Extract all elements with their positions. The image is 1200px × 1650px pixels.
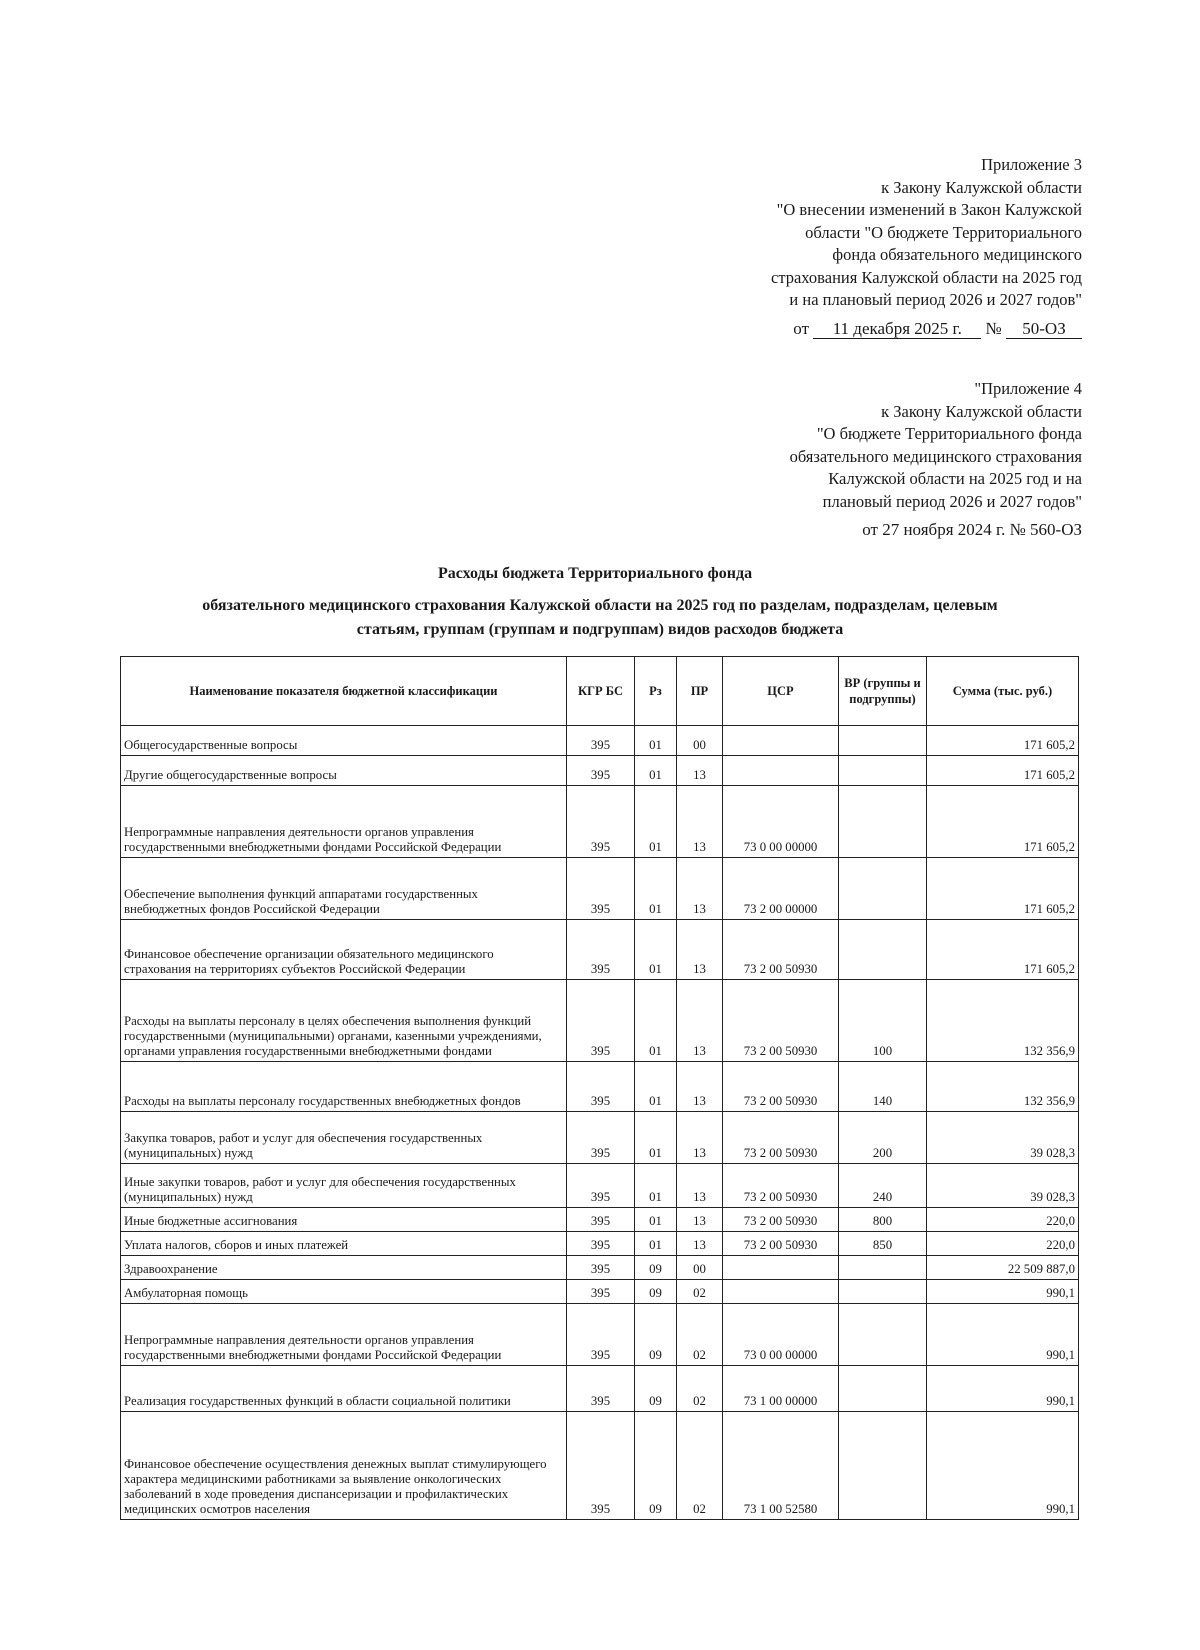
cell-rz: 01 [635, 1208, 677, 1232]
cell-pr: 13 [677, 1164, 723, 1208]
from-label: от [793, 318, 810, 338]
cell-rz: 01 [635, 1164, 677, 1208]
cell-pr: 02 [677, 1412, 723, 1520]
cell-sum: 39 028,3 [927, 1164, 1079, 1208]
cell-rz: 01 [635, 858, 677, 920]
cell-kgrbs: 395 [567, 1232, 635, 1256]
cell-kgrbs: 395 [567, 1164, 635, 1208]
table-row [121, 1256, 1079, 1280]
cell-pr: 13 [677, 858, 723, 920]
cell-kgrbs: 395 [567, 1062, 635, 1112]
original-law-reference: от 27 ноября 2024 г. № 560-ОЗ [862, 520, 1082, 539]
table-header-row [121, 657, 1079, 726]
expenditure-table [120, 656, 1079, 1520]
appendix-line: "О внесении изменений в Закон Калужской [776, 200, 1082, 219]
cell-name: Амбулаторная помощь [121, 1280, 567, 1304]
appendix-line: страхования Калужской области на 2025 год [771, 267, 1082, 287]
cell-vr [839, 1304, 927, 1366]
appendix-current-header [771, 154, 1082, 340]
cell-kgrbs: 395 [567, 1112, 635, 1164]
appendix-line: "Приложение 4 [974, 379, 1082, 398]
cell-rz: 09 [635, 1280, 677, 1304]
cell-sum: 171 605,2 [927, 920, 1079, 980]
cell-pr: 02 [677, 1280, 723, 1304]
cell-pr: 02 [677, 1304, 723, 1366]
appendix-line: фонда обязательного медицинского [832, 245, 1082, 264]
header-pr: ПР [677, 657, 723, 726]
cell-sum: 220,0 [927, 1232, 1079, 1256]
law-number: 50-ОЗ [1006, 320, 1082, 339]
cell-sum: 990,1 [927, 1304, 1079, 1366]
cell-kgrbs: 395 [567, 1256, 635, 1280]
cell-kgrbs: 395 [567, 786, 635, 858]
header-kgrbs: КГР БС [567, 657, 635, 726]
cell-sum: 990,1 [927, 1280, 1079, 1304]
cell-csr: 73 0 00 00000 [723, 786, 839, 858]
cell-vr [839, 786, 927, 858]
cell-sum: 132 356,9 [927, 980, 1079, 1062]
table-row [121, 726, 1079, 756]
cell-kgrbs: 395 [567, 1280, 635, 1304]
cell-vr [839, 1280, 927, 1304]
cell-sum: 132 356,9 [927, 1062, 1079, 1112]
cell-pr: 13 [677, 1208, 723, 1232]
document-title [120, 562, 1080, 642]
appendix-original-header [790, 378, 1082, 542]
cell-kgrbs: 395 [567, 726, 635, 756]
cell-vr: 200 [839, 1112, 927, 1164]
cell-rz: 01 [635, 980, 677, 1062]
table-body [121, 726, 1079, 1520]
cell-rz: 01 [635, 1112, 677, 1164]
table-row [121, 1366, 1079, 1412]
cell-name: Непрограммные направления деятельности органов управления государственными внебюджетными фондами Российской Федерации [121, 786, 567, 858]
cell-vr [839, 1412, 927, 1520]
cell-pr: 13 [677, 1232, 723, 1256]
appendix-line: к Закону Калужской области [881, 177, 1082, 197]
table-row [121, 1164, 1079, 1208]
cell-csr: 73 2 00 50930 [723, 1164, 839, 1208]
cell-pr: 02 [677, 1366, 723, 1412]
cell-vr: 100 [839, 980, 927, 1062]
cell-sum: 171 605,2 [927, 858, 1079, 920]
cell-name: Финансовое обеспечение организации обязательного медицинского страхования на территориях субъектов Российской Федерации [121, 920, 567, 980]
header-sum: Сумма (тыс. руб.) [927, 657, 1079, 726]
cell-rz: 01 [635, 1062, 677, 1112]
cell-csr: 73 2 00 50930 [723, 1062, 839, 1112]
table-row [121, 1232, 1079, 1256]
cell-vr: 850 [839, 1232, 927, 1256]
cell-vr: 140 [839, 1062, 927, 1112]
cell-rz: 09 [635, 1256, 677, 1280]
cell-vr [839, 756, 927, 786]
cell-csr [723, 1280, 839, 1304]
cell-rz: 01 [635, 786, 677, 858]
title-line-3: статьям, группам (группам и подгруппам) видов расходов бюджета [356, 621, 844, 638]
table-row [121, 756, 1079, 786]
cell-rz: 09 [635, 1412, 677, 1520]
cell-vr [839, 1366, 927, 1412]
cell-sum: 990,1 [927, 1366, 1079, 1412]
title-line-2: обязательного медицинского страхования Калужской области на 2025 год по разделам, подразделам, целевым [202, 597, 998, 614]
law-reference-line [771, 318, 1082, 341]
cell-csr [723, 1256, 839, 1280]
cell-vr [839, 1256, 927, 1280]
cell-kgrbs: 395 [567, 1304, 635, 1366]
appendix-line: "О бюджете Территориального фонда [816, 424, 1082, 443]
cell-vr: 240 [839, 1164, 927, 1208]
appendix-line: плановый период 2026 и 2027 годов" [822, 491, 1082, 511]
table-row [121, 1112, 1079, 1164]
table-row [121, 1062, 1079, 1112]
cell-name: Общегосударственные вопросы [121, 726, 567, 756]
title-line-1: Расходы бюджета Территориального фонда [437, 565, 753, 582]
header-name: Наименование показателя бюджетной классификации [121, 657, 567, 726]
cell-vr [839, 858, 927, 920]
cell-rz: 01 [635, 756, 677, 786]
cell-rz: 01 [635, 1232, 677, 1256]
cell-csr: 73 2 00 00000 [723, 858, 839, 920]
cell-sum: 22 509 887,0 [927, 1256, 1079, 1280]
cell-name: Уплата налогов, сборов и иных платежей [121, 1232, 567, 1256]
cell-rz: 01 [635, 726, 677, 756]
cell-sum: 171 605,2 [927, 756, 1079, 786]
cell-pr: 13 [677, 980, 723, 1062]
cell-pr: 13 [677, 786, 723, 858]
cell-vr [839, 726, 927, 756]
cell-csr: 73 1 00 00000 [723, 1366, 839, 1412]
appendix-line: и на плановый период 2026 и 2027 годов" [789, 290, 1082, 309]
header-rz: Рз [635, 657, 677, 726]
cell-csr [723, 726, 839, 756]
appendix-line: области "О бюджете Территориального [805, 222, 1082, 242]
cell-name: Расходы на выплаты персоналу в целях обеспечения выполнения функций государственными (муниципальными) органами, казенными учреждениями, органами управления государственными внебюджетными фондами [121, 980, 567, 1062]
cell-rz: 01 [635, 920, 677, 980]
number-label: № [985, 318, 1002, 338]
cell-sum: 220,0 [927, 1208, 1079, 1232]
table-row [121, 786, 1079, 858]
cell-pr: 13 [677, 756, 723, 786]
header-csr: ЦСР [723, 657, 839, 726]
cell-sum: 171 605,2 [927, 726, 1079, 756]
table-row [121, 1412, 1079, 1520]
cell-kgrbs: 395 [567, 1412, 635, 1520]
table-row [121, 1304, 1079, 1366]
appendix-line: обязательного медицинского страхования [789, 446, 1082, 466]
cell-rz: 09 [635, 1304, 677, 1366]
appendix-line: к Закону Калужской области [881, 401, 1082, 421]
cell-pr: 00 [677, 726, 723, 756]
cell-pr: 00 [677, 1256, 723, 1280]
cell-csr: 73 2 00 50930 [723, 920, 839, 980]
cell-name: Иные закупки товаров, работ и услуг для обеспечения государственных (муниципальных) нужд [121, 1164, 567, 1208]
cell-rz: 09 [635, 1366, 677, 1412]
cell-name: Расходы на выплаты персоналу государственных внебюджетных фондов [121, 1062, 567, 1112]
cell-name: Иные бюджетные ассигнования [121, 1208, 567, 1232]
cell-pr: 13 [677, 1112, 723, 1164]
cell-kgrbs: 395 [567, 858, 635, 920]
cell-sum: 171 605,2 [927, 786, 1079, 858]
table-row [121, 858, 1079, 920]
cell-name: Закупка товаров, работ и услуг для обеспечения государственных (муниципальных) нужд [121, 1112, 567, 1164]
cell-csr: 73 2 00 50930 [723, 1232, 839, 1256]
table-row [121, 920, 1079, 980]
cell-kgrbs: 395 [567, 1208, 635, 1232]
cell-kgrbs: 395 [567, 756, 635, 786]
cell-name: Другие общегосударственные вопросы [121, 756, 567, 786]
cell-name: Финансовое обеспечение осуществления денежных выплат стимулирующего характера медицинскими работниками за выявление онкологических заболеваний в ходе проведения диспансеризации и профилактических медицинских осмотров населения [121, 1412, 567, 1520]
cell-name: Непрограммные направления деятельности органов управления государственными внебюджетными фондами Российской Федерации [121, 1304, 567, 1366]
cell-csr: 73 2 00 50930 [723, 980, 839, 1062]
cell-vr [839, 920, 927, 980]
cell-csr: 73 2 00 50930 [723, 1208, 839, 1232]
cell-name: Обеспечение выполнения функций аппаратами государственных внебюджетных фондов Российской Федерации [121, 858, 567, 920]
cell-sum: 39 028,3 [927, 1112, 1079, 1164]
cell-vr: 800 [839, 1208, 927, 1232]
cell-pr: 13 [677, 1062, 723, 1112]
appendix-line: Калужской области на 2025 год и на [828, 469, 1082, 488]
cell-csr: 73 0 00 00000 [723, 1304, 839, 1366]
cell-csr: 73 1 00 52580 [723, 1412, 839, 1520]
cell-csr: 73 2 00 50930 [723, 1112, 839, 1164]
cell-name: Реализация государственных функций в области социальной политики [121, 1366, 567, 1412]
cell-pr: 13 [677, 920, 723, 980]
table-row [121, 980, 1079, 1062]
table-row [121, 1280, 1079, 1304]
cell-name: Здравоохранение [121, 1256, 567, 1280]
appendix-line: Приложение 3 [981, 155, 1082, 174]
cell-sum: 990,1 [927, 1412, 1079, 1520]
cell-kgrbs: 395 [567, 920, 635, 980]
cell-csr [723, 756, 839, 786]
header-vr: ВР (группы и подгруппы) [839, 657, 927, 726]
law-date: 11 декабря 2025 г. [813, 320, 981, 339]
cell-kgrbs: 395 [567, 1366, 635, 1412]
cell-kgrbs: 395 [567, 980, 635, 1062]
table-row [121, 1208, 1079, 1232]
